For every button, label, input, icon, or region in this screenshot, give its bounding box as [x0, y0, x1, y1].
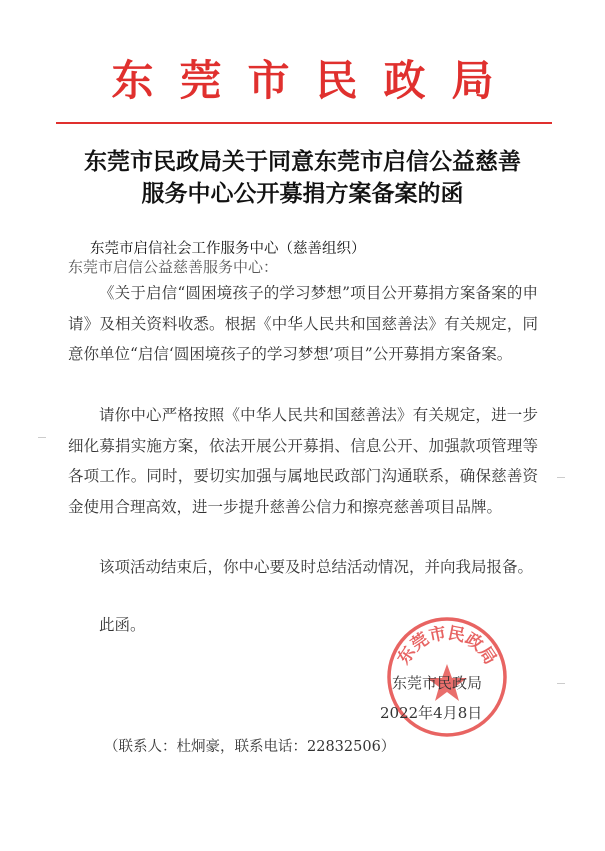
signature-date: 2022年4月8日 — [380, 704, 483, 722]
margin-mark — [38, 437, 46, 438]
paragraph-2: 请你中心严格按照《中华人民共和国慈善法》有关规定，进一步细化募捐实施方案，依法开展公开募捐、信息公开、加强款项管理等各项工作。同时，要切实加强与属地民政部门沟通联系，确保慈善资金使用合理高效，进一步提升慈善公信力和擦亮慈善项目品牌。 — [68, 406, 538, 516]
document-title — [40, 146, 565, 210]
recipient-original: 东莞市启信公益慈善服务中心： — [68, 258, 279, 276]
margin-mark — [557, 683, 565, 684]
letterhead-red-rule — [56, 122, 552, 124]
title-line-1: 东莞市民政局关于同意东莞市启信公益慈善 — [84, 148, 521, 175]
signature-org: 东莞市民政局 — [392, 674, 483, 692]
svg-text:东莞市民政局: 东莞市民政局 — [393, 623, 501, 669]
paragraph-1: 《关于启信“圆困境孩子的学习梦想”项目公开募捐方案备案的申请》及相关资料收悉。根据《中华人民共和国慈善法》有关规定，同意你单位“启信‘圆困境孩子的学习梦想’项目”公开募捐方案备案。 — [68, 284, 538, 363]
recipient-overlay: 东莞市启信社会工作服务中心（慈善组织） — [90, 241, 366, 257]
closing-text: 此函。 — [99, 616, 146, 634]
letterhead-org-name: 东莞市民政局 — [111, 56, 520, 105]
title-line-2: 服务中心公开募捐方案备案的函 — [141, 180, 464, 207]
margin-mark — [557, 477, 565, 478]
contact-info: （联系人：杜炯豪，联系电话：22832506） — [104, 739, 396, 755]
paragraph-3: 该项活动结束后，你中心要及时总结活动情况，并向我局报备。 — [99, 558, 534, 576]
